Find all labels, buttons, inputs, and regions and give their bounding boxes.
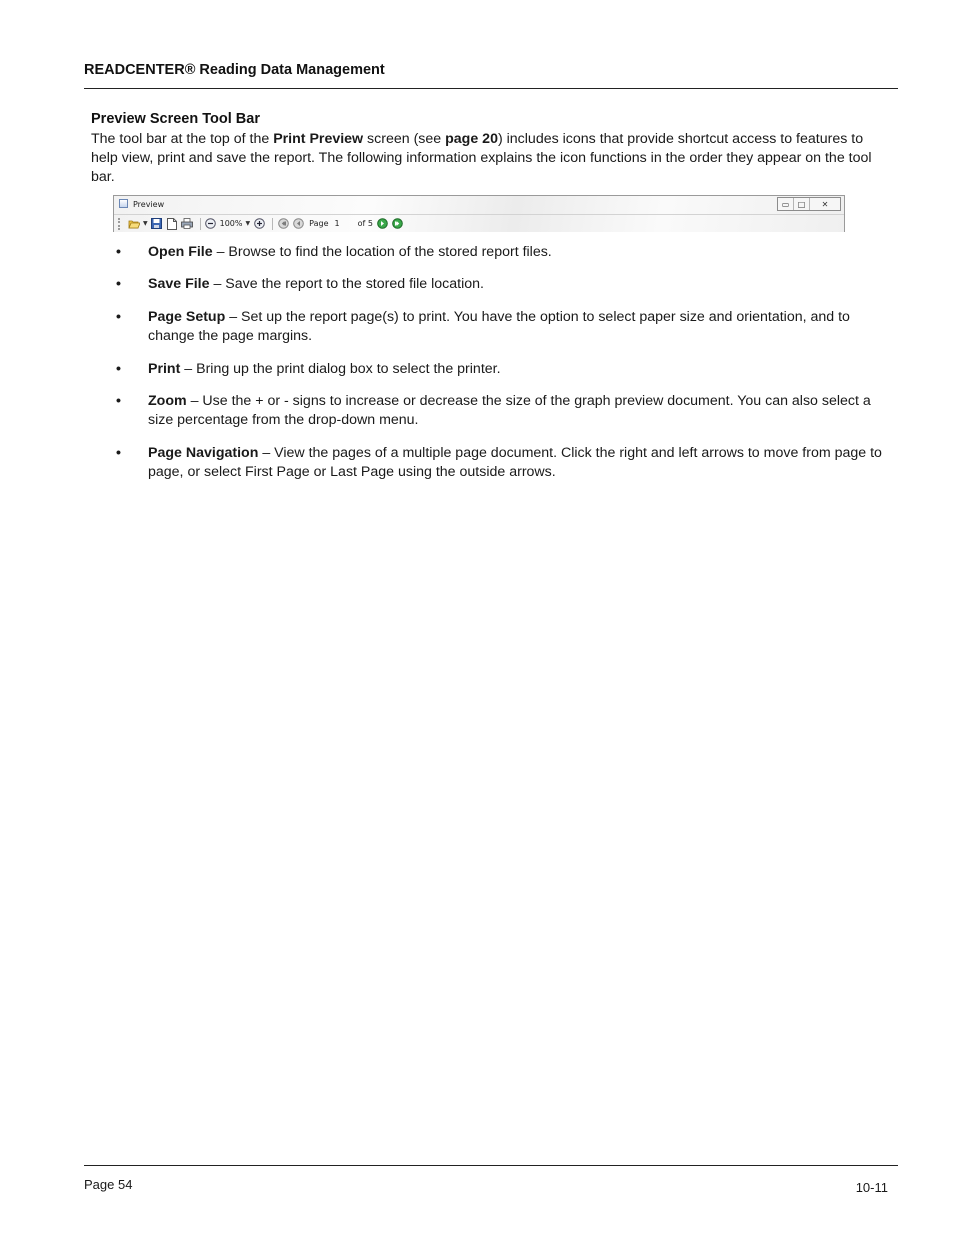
intro-text-3: ) includes icons that provide shortcut access to features to help view, print and save the report. The following information explains the icon functions in the order they appear on the tool bar.	[91, 131, 872, 185]
open-dropdown-arrow[interactable]: ▼	[143, 220, 148, 227]
zoom-in-icon[interactable]	[253, 218, 265, 230]
preview-toolbar	[114, 214, 844, 232]
minimize-button[interactable]: ▭	[778, 198, 794, 210]
intro-text-1: The tool bar at the top of the	[91, 131, 274, 147]
page-reference: page 20	[445, 131, 498, 147]
toolbar-separator	[200, 218, 201, 230]
preview-app-icon	[119, 199, 128, 208]
bullet-symbol: •	[116, 309, 121, 325]
icon-function-list	[116, 243, 886, 482]
bullet-symbol: •	[116, 445, 121, 461]
bullet-text: – Set up the report page(s) to print. You have the option to select paper size and orientation, and to change the page margins.	[148, 309, 850, 344]
intro-paragraph	[91, 130, 891, 187]
preview-title-bar	[114, 196, 844, 212]
toolbar-grip[interactable]	[118, 218, 124, 230]
intro-text-2: screen (see	[363, 131, 446, 147]
bullet-text: – View the pages of a multiple page document. Click the right and left arrows to move from page to page, or select First Page or Last Page using the outside arrows.	[148, 445, 882, 480]
toolbar-separator	[272, 218, 273, 230]
bullet-term: Page Setup	[148, 309, 226, 325]
preview-window-title: Preview	[133, 200, 165, 209]
page-setup-icon[interactable]	[166, 218, 178, 230]
page-number: Page 54	[84, 1177, 133, 1192]
footer-rule	[84, 1165, 898, 1166]
list-item	[116, 308, 886, 346]
print-preview-term: Print Preview	[273, 131, 364, 147]
window-controls	[777, 197, 841, 211]
next-page-icon[interactable]	[377, 218, 389, 230]
bullet-text: – Use the + or - signs to increase or decrease the size of the graph preview document. You can also select a size percentage from the drop-down menu.	[148, 393, 871, 428]
last-page-icon[interactable]	[392, 218, 404, 230]
section-heading: Preview Screen Tool Bar	[91, 111, 260, 127]
bullet-term: Save File	[148, 276, 210, 292]
page-label: Page	[309, 219, 329, 228]
preview-toolbar-screenshot	[113, 195, 845, 232]
list-item	[116, 243, 886, 262]
zoom-select[interactable]: 100%	[219, 219, 243, 228]
bullet-text: – Browse to find the location of the stored report files.	[212, 244, 552, 260]
close-button[interactable]: ✕	[821, 199, 829, 209]
bullet-text: – Save the report to the stored file location.	[209, 276, 484, 292]
bullet-term: Zoom	[148, 393, 187, 409]
open-folder-icon[interactable]	[128, 218, 140, 230]
bullet-term: Print	[148, 361, 181, 377]
page-number-input[interactable]: 1	[334, 219, 340, 228]
bullet-term: Page Navigation	[148, 445, 259, 461]
list-item	[116, 444, 886, 482]
zoom-dropdown-arrow[interactable]: ▼	[245, 220, 251, 227]
printer-icon[interactable]	[181, 218, 193, 230]
revision-code: 10-11	[855, 1180, 888, 1195]
list-item	[116, 275, 886, 294]
bullet-symbol: •	[116, 276, 121, 292]
bullet-symbol: •	[116, 244, 121, 260]
save-disk-icon[interactable]	[151, 218, 163, 230]
zoom-out-icon[interactable]	[205, 218, 217, 230]
previous-page-icon[interactable]	[292, 218, 304, 230]
bullet-text: – Bring up the print dialog box to select the printer.	[180, 361, 501, 377]
header-rule	[84, 88, 898, 89]
first-page-icon[interactable]	[277, 218, 289, 230]
maximize-button[interactable]: □	[794, 198, 810, 210]
running-header: READCENTER® Reading Data Management	[84, 62, 385, 78]
list-item	[116, 360, 886, 379]
bullet-term: Open File	[148, 244, 213, 260]
bullet-symbol: •	[116, 393, 121, 409]
page-count: of 5	[357, 219, 373, 228]
bullet-symbol: •	[116, 361, 121, 377]
list-item	[116, 392, 886, 430]
